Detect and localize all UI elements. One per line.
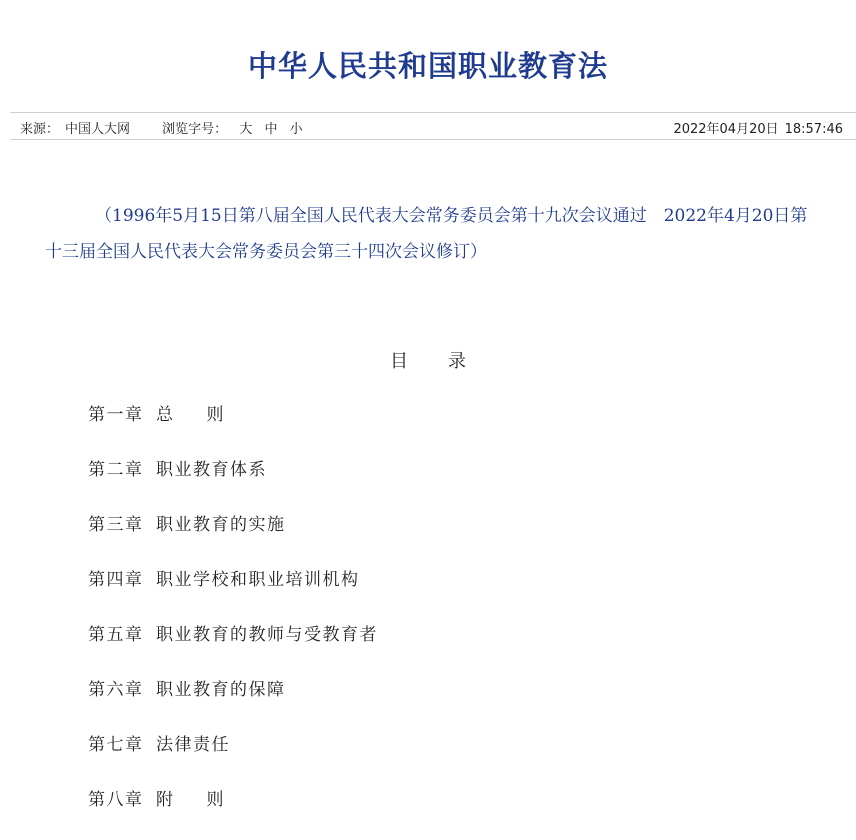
fontsize-medium-button[interactable]: 中 (264, 122, 278, 137)
chapter-title: 职业学校和职业培训机构 (156, 570, 360, 590)
law-preamble: （1996年5月15日第八届全国人民代表大会常务委员会第十九次会议通过 2022年4月20日第十三届全国人民代表大会常务委员会第三十四次会议修订） (45, 206, 808, 262)
chapter-title-part: 附 (156, 790, 175, 810)
chapter-number: 第七章 (88, 735, 144, 755)
chapter-number: 第三章 (88, 515, 144, 535)
chapter-title: 职业教育体系 (156, 460, 267, 480)
toc-item (88, 730, 378, 785)
article-meta-bar (10, 112, 856, 140)
chapter-title-part: 则 (206, 405, 225, 425)
chapter-title-part: 则 (206, 790, 225, 810)
publish-date: 2022年04月20日 (673, 122, 779, 137)
chapter-title: 职业教育的保障 (156, 680, 286, 700)
toc-item (88, 675, 378, 730)
toc-item (88, 400, 378, 455)
fontsize-small-button[interactable]: 小 (289, 122, 303, 137)
toc-item (88, 455, 378, 510)
toc-heading (0, 347, 856, 373)
toc-item (88, 620, 378, 675)
meta-left (20, 118, 303, 137)
chapter-title-part: 总 (156, 405, 175, 425)
chapter-title: 法律责任 (156, 735, 230, 755)
table-of-contents (88, 400, 378, 840)
publish-datetime (673, 118, 843, 137)
toc-item (88, 510, 378, 565)
fontsize-label: 浏览字号： (162, 122, 228, 137)
toc-item (88, 785, 378, 840)
chapter-number: 第八章 (88, 790, 144, 810)
chapter-number: 第五章 (88, 625, 144, 645)
toc-item (88, 565, 378, 620)
chapter-number: 第六章 (88, 680, 144, 700)
chapter-number: 第四章 (88, 570, 144, 590)
toc-heading-right: 录 (448, 351, 466, 372)
chapter-title: 职业教育的教师与受教育者 (156, 625, 378, 645)
source-value: 中国人大网 (65, 122, 131, 137)
chapter-number: 第一章 (88, 405, 144, 425)
fontsize-large-button[interactable]: 大 (239, 122, 253, 137)
chapter-number: 第二章 (88, 460, 144, 480)
chapter-title: 职业教育的实施 (156, 515, 286, 535)
source-label: 来源： (20, 122, 60, 137)
publish-time: 18:57:46 (784, 122, 843, 137)
toc-heading-left: 目 (390, 351, 408, 372)
page-title: 中华人民共和国职业教育法 (247, 49, 608, 83)
